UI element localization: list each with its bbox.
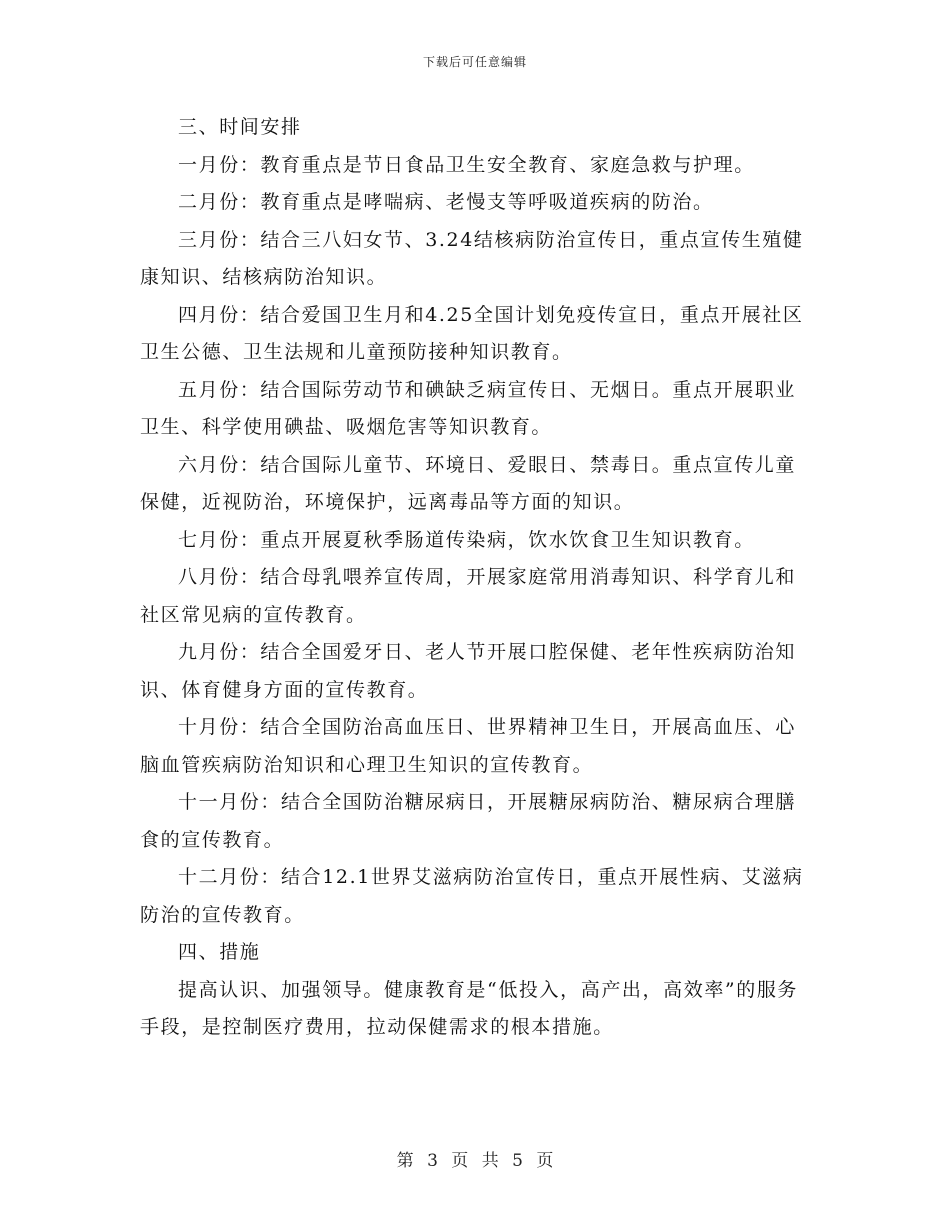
document-body (140, 109, 812, 1047)
paragraph-december: 十二月份：结合12.1世界艾滋病防治宣传日，重点开展性病、艾滋病防治的宣传教育。 (140, 866, 804, 926)
page-number: 第 3 页 共 5 页 (396, 1151, 554, 1171)
page-header: 下载后可任意编辑 (422, 55, 527, 69)
paragraph-july: 七月份：重点开展夏秋季肠道传染病，饮水饮食卫生知识教育。 (178, 528, 755, 551)
section-heading-schedule: 三、时间安排 (178, 116, 302, 138)
paragraph-february: 二月份：教育重点是哮喘病、老慢支等呼吸道疾病的防治。 (178, 191, 714, 213)
paragraph-november: 十一月份：结合全国防治糖尿病日，开展糖尿病防治、糖尿病合理膳食的宣传教育。 (140, 791, 797, 851)
paragraph-august: 八月份：结合母乳喂养宣传周，开展家庭常用消毒知识、科学育儿和社区常见病的宣传教育。 (140, 566, 797, 626)
paragraph-march: 三月份：结合三八妇女节、3.24结核病防治宣传日，重点宣传生殖健康知识、结核病防治知识。 (140, 228, 804, 288)
paragraph-may: 五月份：结合国际劳动节和碘缺乏病宣传日、无烟日。重点开展职业卫生、科学使用碘盐、吸烟危害等知识教育。 (140, 378, 797, 438)
paragraph-october: 十月份：结合全国防治高血压日、世界精神卫生日，开展高血压、心脑血管疾病防治知识和心理卫生知识的宣传教育。 (140, 716, 797, 776)
paragraph-april: 四月份：结合爱国卫生月和4.25全国计划免疫传宣日，重点开展社区卫生公德、卫生法规和儿童预防接种知识教育。 (140, 303, 804, 363)
paragraph-measures: 提高认识、加强领导。健康教育是“低投入，高产出，高效率”的服务手段，是控制医疗费用，拉动保健需求的根本措施。 (140, 978, 799, 1038)
paragraph-january: 一月份：教育重点是节日食品卫生安全教育、家庭急救与护理。 (178, 153, 755, 176)
section-heading-measures: 四、措施 (178, 941, 261, 963)
paragraph-september: 九月份：结合全国爱牙日、老人节开展口腔保健、老年性疾病防治知识、体育健身方面的宣传教育。 (140, 641, 797, 701)
paragraph-june: 六月份：结合国际儿童节、环境日、爱眼日、禁毒日。重点宣传儿童保健，近视防治，环境保护，远离毒品等方面的知识。 (140, 453, 797, 513)
